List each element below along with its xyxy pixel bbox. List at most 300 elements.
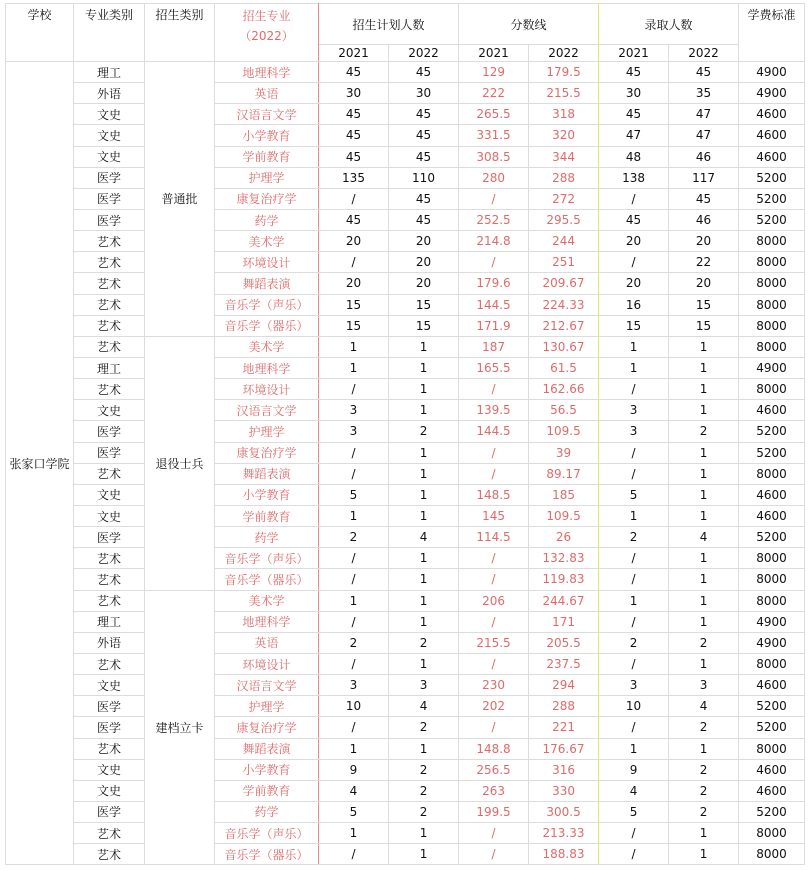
table-row: [6, 400, 805, 421]
cell-category: 艺术: [74, 315, 145, 336]
cell-plan-2021: 1: [319, 357, 389, 378]
cell-category: 艺术: [74, 844, 145, 865]
cell-score-2022: 185: [529, 484, 599, 505]
cell-plan-2021: 45: [319, 146, 389, 167]
cell-admit-2022: 1: [669, 738, 739, 759]
cell-plan-2022: 4: [389, 696, 459, 717]
cell-score-2022: 119.83: [529, 569, 599, 590]
cell-category: 艺术: [74, 653, 145, 674]
cell-score-2021: 148.8: [459, 738, 529, 759]
cell-score-2021: 252.5: [459, 209, 529, 230]
cell-fee: 8000: [739, 379, 805, 400]
cell-fee: 4600: [739, 125, 805, 146]
table-row: [6, 273, 805, 294]
cell-plan-2021: 4: [319, 780, 389, 801]
cell-score-2022: 188.83: [529, 844, 599, 865]
cell-major: 美术学: [215, 590, 319, 611]
cell-admit-2022: 35: [669, 83, 739, 104]
cell-major: 英语: [215, 632, 319, 653]
cell-score-2021: 256.5: [459, 759, 529, 780]
cell-plan-2021: 1: [319, 590, 389, 611]
table-row: [6, 209, 805, 230]
header-batch: 招生类别: [145, 4, 215, 62]
cell-category: 艺术: [74, 569, 145, 590]
cell-admit-2022: 2: [669, 801, 739, 822]
header-school: 学校: [6, 4, 74, 62]
table-row: [6, 442, 805, 463]
header-category: 专业类别: [74, 4, 145, 62]
cell-fee: 5200: [739, 209, 805, 230]
cell-score-2021: 214.8: [459, 231, 529, 252]
cell-score-2021: /: [459, 653, 529, 674]
cell-score-2022: 89.17: [529, 463, 599, 484]
cell-major: 地理科学: [215, 357, 319, 378]
cell-score-2021: /: [459, 548, 529, 569]
cell-admit-2021: /: [599, 463, 669, 484]
cell-admit-2021: 20: [599, 273, 669, 294]
cell-admit-2021: 30: [599, 83, 669, 104]
cell-score-2022: 209.67: [529, 273, 599, 294]
cell-fee: 8000: [739, 653, 805, 674]
table-row: [6, 294, 805, 315]
cell-fee: 4900: [739, 611, 805, 632]
cell-admit-2021: /: [599, 653, 669, 674]
cell-admit-2022: 47: [669, 104, 739, 125]
cell-score-2022: 215.5: [529, 83, 599, 104]
table-row: [6, 104, 805, 125]
cell-fee: 4600: [739, 146, 805, 167]
cell-admit-2021: 1: [599, 738, 669, 759]
cell-fee: 4900: [739, 357, 805, 378]
cell-admit-2021: 1: [599, 505, 669, 526]
cell-category: 医学: [74, 442, 145, 463]
cell-admit-2021: 138: [599, 167, 669, 188]
cell-fee: 8000: [739, 315, 805, 336]
cell-major: 康复治疗学: [215, 442, 319, 463]
cell-plan-2021: /: [319, 844, 389, 865]
table-row: [6, 548, 805, 569]
admission-table-container: [5, 3, 804, 865]
cell-plan-2021: 9: [319, 759, 389, 780]
cell-major: 音乐学（声乐）: [215, 294, 319, 315]
cell-score-2022: 251: [529, 252, 599, 273]
cell-score-2022: 162.66: [529, 379, 599, 400]
cell-admit-2022: 1: [669, 336, 739, 357]
cell-category: 艺术: [74, 294, 145, 315]
cell-major: 药学: [215, 801, 319, 822]
cell-category: 艺术: [74, 463, 145, 484]
cell-plan-2022: 15: [389, 294, 459, 315]
school-cell: 张家口学院: [6, 62, 74, 865]
cell-plan-2022: 3: [389, 675, 459, 696]
cell-plan-2022: 1: [389, 379, 459, 400]
cell-score-2021: 331.5: [459, 125, 529, 146]
cell-admit-2022: 4: [669, 527, 739, 548]
cell-admit-2022: 45: [669, 188, 739, 209]
cell-major: 学前教育: [215, 780, 319, 801]
cell-plan-2021: 1: [319, 823, 389, 844]
cell-score-2021: /: [459, 188, 529, 209]
cell-score-2022: 61.5: [529, 357, 599, 378]
header-major-line2: （2022）: [239, 29, 294, 43]
cell-major: 康复治疗学: [215, 188, 319, 209]
cell-admit-2022: 1: [669, 463, 739, 484]
cell-score-2022: 330: [529, 780, 599, 801]
cell-major: 学前教育: [215, 505, 319, 526]
cell-admit-2021: 48: [599, 146, 669, 167]
table-row: [6, 801, 805, 822]
cell-admit-2022: 1: [669, 611, 739, 632]
cell-plan-2022: 1: [389, 400, 459, 421]
cell-category: 文史: [74, 759, 145, 780]
cell-plan-2022: 2: [389, 717, 459, 738]
cell-admit-2021: /: [599, 188, 669, 209]
cell-admit-2022: 47: [669, 125, 739, 146]
header-fee: 学费标准: [739, 4, 805, 62]
cell-score-2021: /: [459, 844, 529, 865]
table-row: [6, 463, 805, 484]
table-row: [6, 675, 805, 696]
cell-plan-2022: 1: [389, 590, 459, 611]
cell-score-2021: 144.5: [459, 294, 529, 315]
cell-score-2021: 263: [459, 780, 529, 801]
cell-admit-2022: 3: [669, 675, 739, 696]
cell-score-2021: 145: [459, 505, 529, 526]
cell-admit-2021: 47: [599, 125, 669, 146]
cell-admit-2022: 46: [669, 209, 739, 230]
cell-fee: 5200: [739, 801, 805, 822]
cell-plan-2022: 2: [389, 801, 459, 822]
table-row: [6, 146, 805, 167]
table-row: [6, 421, 805, 442]
cell-score-2021: /: [459, 717, 529, 738]
cell-score-2022: 130.67: [529, 336, 599, 357]
cell-admit-2021: /: [599, 717, 669, 738]
cell-major: 康复治疗学: [215, 717, 319, 738]
cell-fee: 8000: [739, 823, 805, 844]
cell-plan-2022: 2: [389, 632, 459, 653]
cell-major: 美术学: [215, 336, 319, 357]
cell-plan-2022: 15: [389, 315, 459, 336]
cell-major: 舞蹈表演: [215, 738, 319, 759]
cell-category: 文史: [74, 146, 145, 167]
cell-plan-2021: /: [319, 569, 389, 590]
cell-score-2022: 109.5: [529, 421, 599, 442]
cell-category: 文史: [74, 780, 145, 801]
cell-plan-2022: 20: [389, 252, 459, 273]
cell-score-2021: /: [459, 569, 529, 590]
cell-admit-2021: /: [599, 548, 669, 569]
cell-plan-2021: /: [319, 717, 389, 738]
cell-score-2022: 316: [529, 759, 599, 780]
header-plan: 招生计划人数: [319, 4, 459, 45]
cell-fee: 4600: [739, 104, 805, 125]
cell-fee: 4900: [739, 62, 805, 83]
cell-category: 医学: [74, 209, 145, 230]
cell-admit-2021: 9: [599, 759, 669, 780]
cell-admit-2022: 117: [669, 167, 739, 188]
cell-plan-2021: 5: [319, 484, 389, 505]
table-row: [6, 780, 805, 801]
table-row: [6, 590, 805, 611]
cell-admit-2022: 1: [669, 357, 739, 378]
cell-admit-2022: 1: [669, 442, 739, 463]
cell-score-2021: /: [459, 611, 529, 632]
header-major-line1: 招生专业: [242, 9, 291, 23]
header-score-2021: 2021: [459, 45, 529, 62]
cell-admit-2022: 22: [669, 252, 739, 273]
cell-fee: 8000: [739, 844, 805, 865]
cell-category: 文史: [74, 400, 145, 421]
cell-score-2021: 165.5: [459, 357, 529, 378]
table-row: [6, 252, 805, 273]
table-row: [6, 315, 805, 336]
cell-admit-2022: 2: [669, 632, 739, 653]
cell-plan-2021: 3: [319, 421, 389, 442]
admission-table: [5, 3, 805, 865]
table-row: [6, 611, 805, 632]
cell-admit-2021: 16: [599, 294, 669, 315]
table-row: [6, 823, 805, 844]
cell-category: 医学: [74, 717, 145, 738]
cell-score-2022: 288: [529, 696, 599, 717]
cell-category: 艺术: [74, 379, 145, 400]
header-plan-2022: 2022: [389, 45, 459, 62]
cell-admit-2021: /: [599, 569, 669, 590]
cell-plan-2022: 1: [389, 484, 459, 505]
header-plan-2021: 2021: [319, 45, 389, 62]
table-row: [6, 738, 805, 759]
cell-fee: 5200: [739, 696, 805, 717]
cell-major: 小学教育: [215, 125, 319, 146]
cell-fee: 8000: [739, 569, 805, 590]
cell-score-2021: /: [459, 823, 529, 844]
cell-fee: 5200: [739, 717, 805, 738]
cell-plan-2022: 1: [389, 505, 459, 526]
cell-score-2021: 187: [459, 336, 529, 357]
cell-score-2021: 308.5: [459, 146, 529, 167]
table-row: [6, 759, 805, 780]
cell-fee: 8000: [739, 273, 805, 294]
cell-plan-2021: /: [319, 653, 389, 674]
cell-major: 小学教育: [215, 759, 319, 780]
cell-admit-2021: /: [599, 823, 669, 844]
cell-score-2021: 179.6: [459, 273, 529, 294]
cell-admit-2021: 45: [599, 62, 669, 83]
cell-admit-2022: 20: [669, 273, 739, 294]
batch-cell: 退役士兵: [145, 336, 215, 590]
cell-score-2021: 129: [459, 62, 529, 83]
cell-category: 外语: [74, 83, 145, 104]
cell-category: 文史: [74, 675, 145, 696]
cell-fee: 4600: [739, 780, 805, 801]
cell-plan-2021: 45: [319, 125, 389, 146]
cell-score-2022: 26: [529, 527, 599, 548]
cell-category: 艺术: [74, 252, 145, 273]
cell-admit-2021: 45: [599, 104, 669, 125]
header-score: 分数线: [459, 4, 599, 45]
cell-admit-2022: 1: [669, 823, 739, 844]
cell-major: 药学: [215, 209, 319, 230]
cell-admit-2021: 5: [599, 801, 669, 822]
cell-category: 医学: [74, 421, 145, 442]
header-major: [215, 4, 319, 62]
cell-admit-2022: 45: [669, 62, 739, 83]
cell-score-2022: 56.5: [529, 400, 599, 421]
cell-admit-2022: 1: [669, 653, 739, 674]
cell-admit-2022: 1: [669, 844, 739, 865]
cell-plan-2022: 1: [389, 844, 459, 865]
cell-score-2022: 294: [529, 675, 599, 696]
cell-score-2022: 213.33: [529, 823, 599, 844]
cell-plan-2021: 45: [319, 104, 389, 125]
cell-plan-2022: 2: [389, 759, 459, 780]
cell-admit-2022: 15: [669, 294, 739, 315]
cell-score-2021: 215.5: [459, 632, 529, 653]
cell-admit-2021: 2: [599, 632, 669, 653]
cell-score-2022: 224.33: [529, 294, 599, 315]
cell-category: 理工: [74, 62, 145, 83]
cell-score-2022: 132.83: [529, 548, 599, 569]
cell-major: 汉语言文学: [215, 104, 319, 125]
cell-plan-2022: 1: [389, 336, 459, 357]
cell-plan-2022: 45: [389, 125, 459, 146]
cell-plan-2022: 45: [389, 146, 459, 167]
cell-fee: 8000: [739, 590, 805, 611]
cell-plan-2021: /: [319, 379, 389, 400]
cell-plan-2021: 2: [319, 527, 389, 548]
cell-score-2022: 344: [529, 146, 599, 167]
cell-admit-2021: 1: [599, 336, 669, 357]
cell-category: 理工: [74, 611, 145, 632]
header-admit-2021: 2021: [599, 45, 669, 62]
cell-score-2021: 199.5: [459, 801, 529, 822]
cell-major: 音乐学（声乐）: [215, 548, 319, 569]
cell-score-2022: 244.67: [529, 590, 599, 611]
cell-plan-2022: 1: [389, 823, 459, 844]
cell-plan-2022: 45: [389, 209, 459, 230]
cell-major: 音乐学（器乐）: [215, 844, 319, 865]
cell-score-2022: 300.5: [529, 801, 599, 822]
cell-plan-2022: 110: [389, 167, 459, 188]
cell-plan-2022: 45: [389, 104, 459, 125]
cell-fee: 5200: [739, 421, 805, 442]
cell-plan-2021: /: [319, 611, 389, 632]
cell-admit-2022: 1: [669, 505, 739, 526]
cell-plan-2022: 20: [389, 273, 459, 294]
cell-plan-2021: 15: [319, 294, 389, 315]
cell-category: 理工: [74, 357, 145, 378]
cell-fee: 8000: [739, 252, 805, 273]
cell-plan-2021: /: [319, 252, 389, 273]
table-row: [6, 717, 805, 738]
cell-plan-2021: 135: [319, 167, 389, 188]
cell-score-2022: 288: [529, 167, 599, 188]
cell-plan-2021: /: [319, 188, 389, 209]
cell-admit-2021: 15: [599, 315, 669, 336]
cell-plan-2021: 1: [319, 505, 389, 526]
cell-admit-2021: 3: [599, 421, 669, 442]
cell-admit-2022: 2: [669, 780, 739, 801]
table-row: [6, 696, 805, 717]
cell-plan-2021: 20: [319, 231, 389, 252]
cell-category: 文史: [74, 104, 145, 125]
cell-plan-2022: 1: [389, 569, 459, 590]
cell-plan-2022: 4: [389, 527, 459, 548]
cell-score-2022: 39: [529, 442, 599, 463]
cell-plan-2021: 3: [319, 400, 389, 421]
cell-admit-2022: 1: [669, 548, 739, 569]
cell-score-2022: 212.67: [529, 315, 599, 336]
cell-major: 地理科学: [215, 62, 319, 83]
cell-score-2021: /: [459, 442, 529, 463]
cell-score-2022: 272: [529, 188, 599, 209]
cell-major: 音乐学（器乐）: [215, 315, 319, 336]
table-row: [6, 505, 805, 526]
cell-admit-2022: 46: [669, 146, 739, 167]
table-row: [6, 167, 805, 188]
cell-category: 医学: [74, 696, 145, 717]
cell-plan-2021: 30: [319, 83, 389, 104]
cell-category: 艺术: [74, 823, 145, 844]
cell-plan-2021: /: [319, 442, 389, 463]
cell-plan-2021: 5: [319, 801, 389, 822]
cell-plan-2022: 45: [389, 62, 459, 83]
table-row: [6, 125, 805, 146]
cell-admit-2022: 2: [669, 421, 739, 442]
cell-fee: 5200: [739, 442, 805, 463]
cell-score-2021: 230: [459, 675, 529, 696]
cell-score-2022: 295.5: [529, 209, 599, 230]
cell-major: 舞蹈表演: [215, 463, 319, 484]
cell-plan-2022: 1: [389, 611, 459, 632]
cell-score-2022: 179.5: [529, 62, 599, 83]
cell-plan-2022: 45: [389, 188, 459, 209]
cell-major: 音乐学（声乐）: [215, 823, 319, 844]
cell-plan-2022: 1: [389, 738, 459, 759]
cell-score-2022: 221: [529, 717, 599, 738]
cell-admit-2021: 3: [599, 400, 669, 421]
cell-fee: 8000: [739, 336, 805, 357]
cell-plan-2021: 1: [319, 336, 389, 357]
cell-admit-2021: /: [599, 611, 669, 632]
cell-major: 小学教育: [215, 484, 319, 505]
cell-fee: 8000: [739, 463, 805, 484]
cell-category: 医学: [74, 527, 145, 548]
table-row: [6, 844, 805, 865]
table-row: [6, 357, 805, 378]
cell-score-2022: 244: [529, 231, 599, 252]
cell-plan-2021: /: [319, 463, 389, 484]
batch-cell: 建档立卡: [145, 590, 215, 865]
cell-fee: 8000: [739, 231, 805, 252]
cell-category: 文史: [74, 484, 145, 505]
cell-fee: 8000: [739, 548, 805, 569]
cell-fee: 4600: [739, 675, 805, 696]
cell-category: 艺术: [74, 738, 145, 759]
cell-plan-2021: 10: [319, 696, 389, 717]
cell-plan-2022: 1: [389, 548, 459, 569]
table-row: [6, 62, 805, 83]
cell-major: 环境设计: [215, 653, 319, 674]
cell-major: 地理科学: [215, 611, 319, 632]
cell-major: 舞蹈表演: [215, 273, 319, 294]
table-body: [6, 62, 805, 865]
cell-fee: 5200: [739, 167, 805, 188]
cell-admit-2021: 2: [599, 527, 669, 548]
cell-score-2021: 202: [459, 696, 529, 717]
cell-major: 环境设计: [215, 379, 319, 400]
